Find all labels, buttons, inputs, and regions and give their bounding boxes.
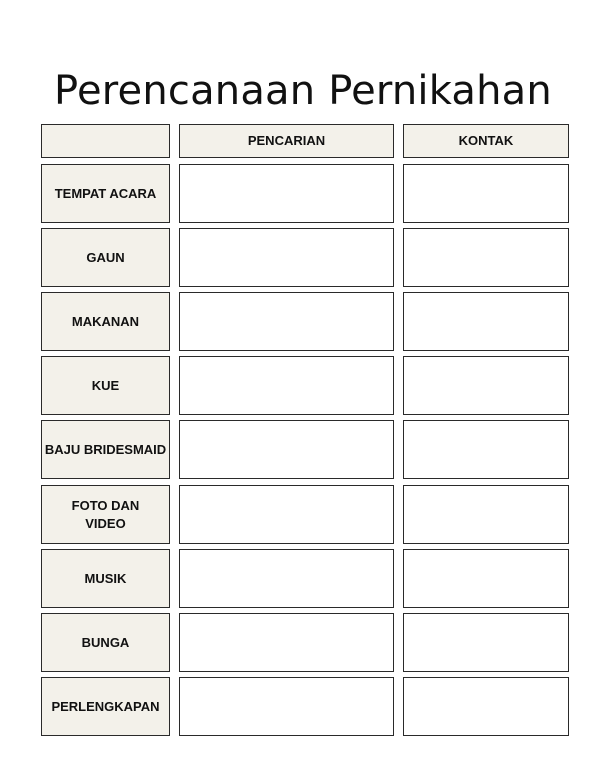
row-label-music: MUSIK: [84, 570, 127, 586]
search-cell-food[interactable]: [179, 292, 394, 351]
row-label-cell-food: [41, 292, 170, 351]
header-contact-cell: [403, 124, 569, 158]
contact-cell-cake[interactable]: [403, 356, 569, 415]
contact-cell-venue[interactable]: [403, 164, 569, 223]
row-label-supplies: PERLENGKAPAN: [51, 698, 160, 714]
search-cell-bridesmaid-attire[interactable]: [179, 420, 394, 479]
contact-cell-bridesmaid-attire[interactable]: [403, 420, 569, 479]
header-contact-label: KONTAK: [458, 133, 514, 148]
row-label-flowers: BUNGA: [81, 634, 130, 650]
row-label-cell-bridesmaid-attire: [41, 420, 170, 479]
contact-cell-supplies[interactable]: [403, 677, 569, 736]
contact-cell-photo-video[interactable]: [403, 485, 569, 544]
contact-cell-flowers[interactable]: [403, 613, 569, 672]
row-label-cell-dress: [41, 228, 170, 287]
row-label-cell-supplies: [41, 677, 170, 736]
header-search-cell: [179, 124, 394, 158]
search-cell-photo-video[interactable]: [179, 485, 394, 544]
header-corner-cell: [41, 124, 170, 158]
row-label-venue: TEMPAT ACARA: [54, 185, 157, 201]
row-label-dress: GAUN: [86, 249, 125, 265]
header-search-label: PENCARIAN: [247, 133, 326, 148]
contact-cell-dress[interactable]: [403, 228, 569, 287]
search-cell-music[interactable]: [179, 549, 394, 608]
row-label-cell-photo-video: [41, 485, 170, 544]
row-label-cell-cake: [41, 356, 170, 415]
row-label-food: MAKANAN: [71, 313, 140, 329]
search-cell-dress[interactable]: [179, 228, 394, 287]
row-label-cell-flowers: [41, 613, 170, 672]
contact-cell-food[interactable]: [403, 292, 569, 351]
contact-cell-music[interactable]: [403, 549, 569, 608]
row-label-photo-video: FOTO DAN VIDEO: [71, 497, 140, 531]
row-label-cake: KUE: [91, 377, 120, 393]
row-label-bridesmaid-attire: BAJU BRIDESMAID: [44, 441, 167, 457]
page-title: Perencanaan Pernikahan: [54, 67, 552, 114]
row-label-cell-venue: [41, 164, 170, 223]
search-cell-venue[interactable]: [179, 164, 394, 223]
search-cell-flowers[interactable]: [179, 613, 394, 672]
search-cell-supplies[interactable]: [179, 677, 394, 736]
search-cell-cake[interactable]: [179, 356, 394, 415]
row-label-cell-music: [41, 549, 170, 608]
